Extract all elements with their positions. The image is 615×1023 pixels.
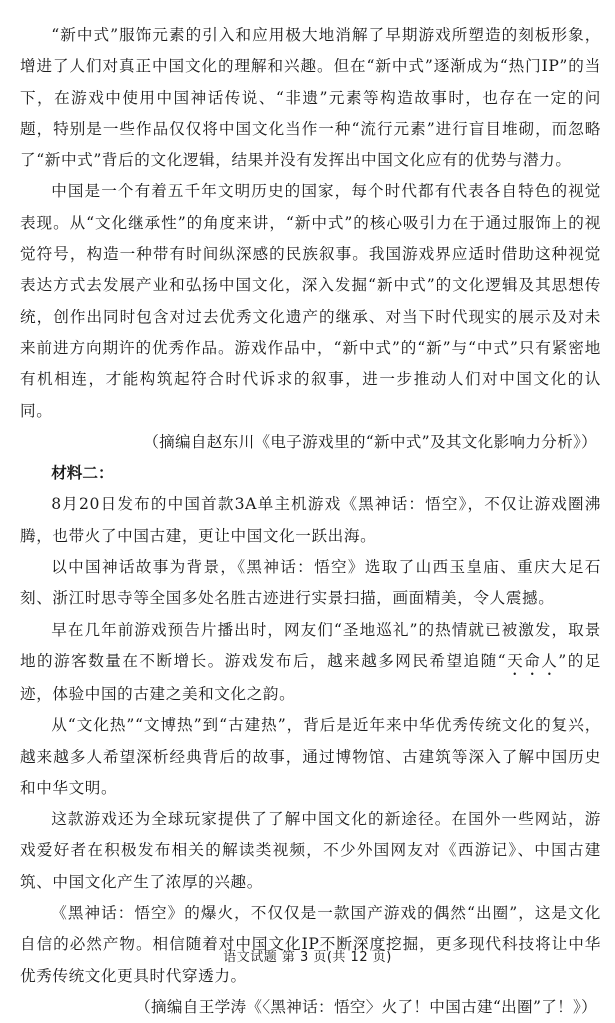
material2-paragraph-1: 8月20日发布的中国首款3A单主机游戏《黑神话：悟空》，不仅让游戏圈沸腾，也带火了中国古建，更让中国文化一跃出海。 bbox=[20, 495, 601, 545]
material2-paragraph-3-before: 早在几年前游戏预告片播出时，网友们“圣地巡礼”的热情就已被激发，取景地的游客数量在不断增长。游戏发布后，越来越多网民希望追随“ bbox=[20, 620, 601, 670]
material1-paragraph-2: 中国是一个有着五千年文明历史的国家，每个时代都有代表各自特色的视觉表现。从“文化继承性”的角度来讲，“新中式”的核心吸引力在于通过服饰上的视觉符号，构造一种带有时间纵深感的民族叙事。我国游戏界应适时借助这种视觉表达方式去发展产业和弘扬中国文化，深入发掘“新中式”的文化逻辑及其思想传统，创作出同时包含对过去优秀文化遗产的继承、对当下时代现实的展示及对未来前进方向期许的优秀作品。游戏作品中，“新中式”的“新”与“中式”只有紧密地有机相连，才能构筑起符合时代诉求的叙事，进一步推动人们对中国文化的认同。 bbox=[20, 182, 601, 420]
material2-paragraph-4: 从“文化热”“文博热”到“古建热”，背后是近年来中华优秀传统文化的复兴，越来越多人希望深析经典背后的故事，通过博物馆、古建筑等深入了解中国历史和中华文明。 bbox=[20, 716, 601, 797]
material1-source: （摘编自赵东川《电子游戏里的“新中式”及其文化影响力分析》） bbox=[143, 432, 597, 451]
material2-source: （摘编自王学涛《〈黑神话：悟空〉火了！中国古建“出圈”了！》） bbox=[135, 997, 597, 1016]
material2-paragraph-3 bbox=[20, 615, 601, 711]
page-footer: 语文试题 第 3 页(共 12 页) bbox=[223, 950, 392, 965]
material2-heading: 材料二： bbox=[51, 464, 114, 483]
material2-paragraph-2: 以中国神话故事为背景，《黑神话：悟空》选取了山西玉皇庙、重庆大足石刻、浙江时思寺等全国多处名胜古迹进行实景扫描，画面精美，令人震撼。 bbox=[20, 558, 601, 608]
material1-paragraph-1: “新中式”服饰元素的引入和应用极大地消解了早期游戏所塑造的刻板形象，增进了人们对真正中国文化的理解和兴趣。但在“新中式”逐渐成为“热门IP”的当下，在游戏中使用中国神话传说、“非遗”元素等构造故事时，也存在一定的问题，特别是一些作品仅仅将中国文化当作一种“流行元素”进行盲目堆砌，而忽略了“新中式”背后的文化逻辑，结果并没有发挥出中国文化应有的优势与潜力。 bbox=[20, 26, 601, 170]
material2-paragraph-5: 这款游戏还为全球玩家提供了了解中国文化的新途径。在国外一些网站，游戏爱好者在积极发布相关的解读类视频，不少外国网友对《西游记》、中国古建筑、中国文化产生了浓厚的兴趣。 bbox=[20, 810, 601, 891]
emphasized-term: 天命人 bbox=[506, 651, 559, 670]
material2-paragraph-3-after: ”的足迹，体验中国的古建之美和文化之韵。 bbox=[20, 651, 601, 703]
material2-paragraph-6: 《黑神话：悟空》的爆火，不仅仅是一款国产游戏的偶然“出圈”，这是文化自信的必然产物。相信随着对中国文化IP不断深度挖掘，更多现代科技将让中华优秀传统文化更具时代穿透力。 bbox=[20, 904, 601, 985]
